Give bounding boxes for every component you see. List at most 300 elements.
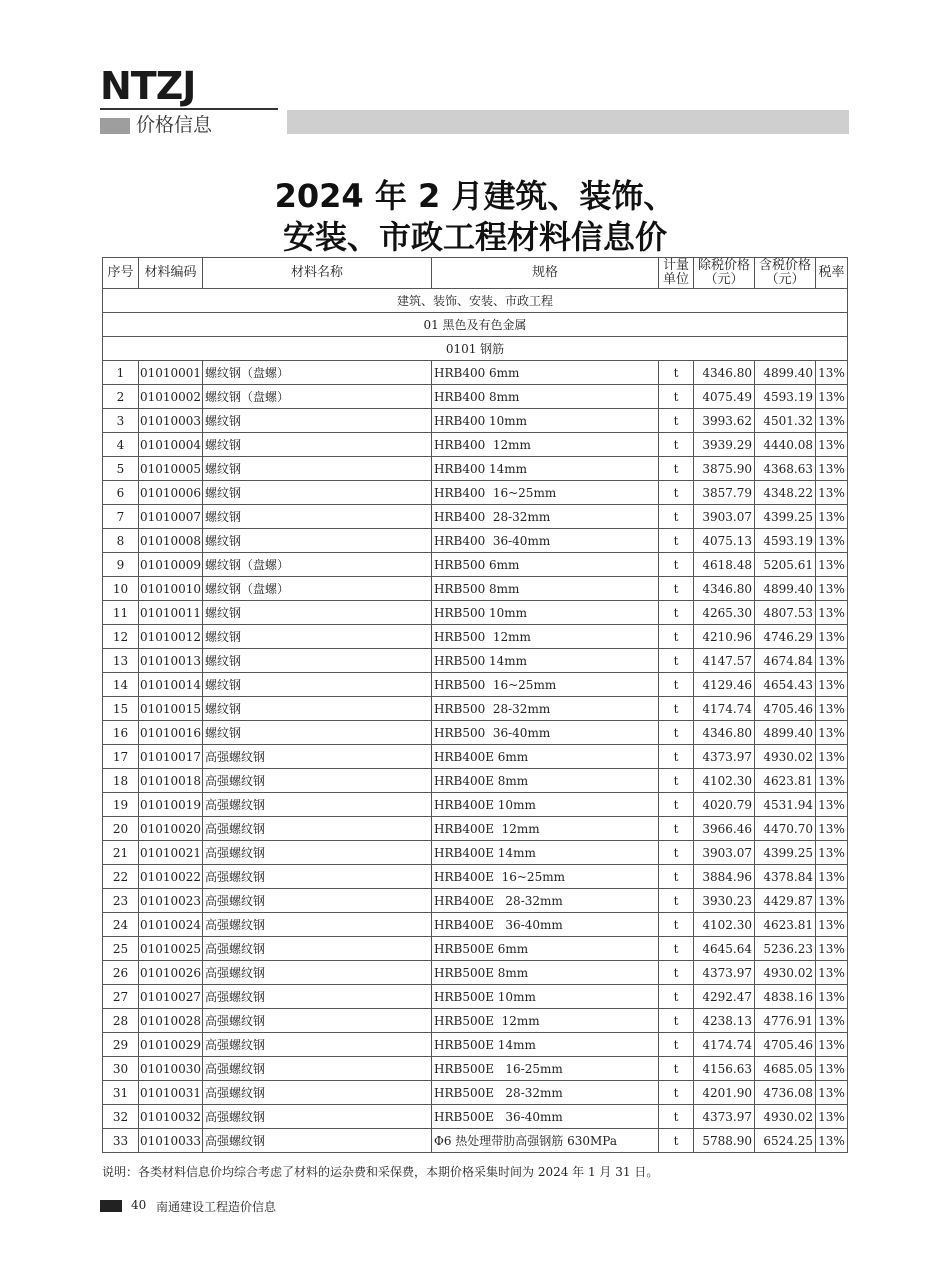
tax-rate: 13% bbox=[816, 721, 848, 745]
price-inc-tax: 4470.70 bbox=[755, 817, 816, 841]
price-inc-tax: 4378.84 bbox=[755, 865, 816, 889]
material-name: 高强螺纹钢 bbox=[203, 865, 432, 889]
specification: HRB500 16~25mm bbox=[432, 673, 659, 697]
category-label: 价格信息 bbox=[136, 114, 213, 136]
material-code: 01010019 bbox=[139, 793, 203, 817]
price-ex-tax: 4346.80 bbox=[694, 721, 755, 745]
table-row bbox=[103, 1129, 848, 1153]
col-header-price-inc-tax: 含税价格（元） bbox=[755, 258, 816, 289]
material-name: 螺纹钢 bbox=[203, 601, 432, 625]
table-row bbox=[103, 649, 848, 673]
section-row bbox=[103, 289, 848, 313]
unit: t bbox=[659, 1081, 694, 1105]
material-name: 高强螺纹钢 bbox=[203, 793, 432, 817]
material-code: 01010013 bbox=[139, 649, 203, 673]
material-name: 螺纹钢 bbox=[203, 697, 432, 721]
col-header-unit: 计量单位 bbox=[659, 258, 694, 289]
table-row bbox=[103, 937, 848, 961]
material-name: 螺纹钢（盘螺） bbox=[203, 385, 432, 409]
table-row bbox=[103, 409, 848, 433]
material-code: 01010007 bbox=[139, 505, 203, 529]
tax-rate: 13% bbox=[816, 1033, 848, 1057]
price-ex-tax: 4102.30 bbox=[694, 769, 755, 793]
tax-rate: 13% bbox=[816, 673, 848, 697]
table-row bbox=[103, 817, 848, 841]
price-inc-tax: 4654.43 bbox=[755, 673, 816, 697]
row-number: 27 bbox=[103, 985, 139, 1009]
material-code: 01010031 bbox=[139, 1081, 203, 1105]
material-code: 01010032 bbox=[139, 1105, 203, 1129]
tax-rate: 13% bbox=[816, 745, 848, 769]
price-inc-tax: 4746.29 bbox=[755, 625, 816, 649]
col-header-tax-rate: 税率 bbox=[816, 258, 848, 289]
price-ex-tax: 4020.79 bbox=[694, 793, 755, 817]
table-row bbox=[103, 673, 848, 697]
tax-rate: 13% bbox=[816, 457, 848, 481]
tax-rate: 13% bbox=[816, 889, 848, 913]
material-name: 螺纹钢 bbox=[203, 481, 432, 505]
category-marker bbox=[100, 118, 130, 134]
row-number: 18 bbox=[103, 769, 139, 793]
tax-rate: 13% bbox=[816, 361, 848, 385]
unit: t bbox=[659, 433, 694, 457]
material-name: 螺纹钢 bbox=[203, 505, 432, 529]
material-code: 01010010 bbox=[139, 577, 203, 601]
price-inc-tax: 4531.94 bbox=[755, 793, 816, 817]
price-ex-tax: 4346.80 bbox=[694, 361, 755, 385]
header-rule bbox=[100, 108, 278, 110]
tax-rate: 13% bbox=[816, 409, 848, 433]
row-number: 32 bbox=[103, 1105, 139, 1129]
price-ex-tax: 4292.47 bbox=[694, 985, 755, 1009]
price-ex-tax: 4210.96 bbox=[694, 625, 755, 649]
unit: t bbox=[659, 961, 694, 985]
tax-rate: 13% bbox=[816, 601, 848, 625]
specification: Φ6 热处理带肋高强钢筋 630MPa bbox=[432, 1129, 659, 1153]
material-name: 高强螺纹钢 bbox=[203, 961, 432, 985]
table-header-row bbox=[103, 258, 848, 289]
specification: HRB500E 6mm bbox=[432, 937, 659, 961]
material-code: 01010018 bbox=[139, 769, 203, 793]
price-ex-tax: 4102.30 bbox=[694, 913, 755, 937]
material-code: 01010014 bbox=[139, 673, 203, 697]
material-name: 高强螺纹钢 bbox=[203, 769, 432, 793]
table-row bbox=[103, 865, 848, 889]
material-code: 01010011 bbox=[139, 601, 203, 625]
unit: t bbox=[659, 553, 694, 577]
material-code: 01010024 bbox=[139, 913, 203, 937]
price-inc-tax: 4838.16 bbox=[755, 985, 816, 1009]
specification: HRB400E 14mm bbox=[432, 841, 659, 865]
unit: t bbox=[659, 721, 694, 745]
price-inc-tax: 4429.87 bbox=[755, 889, 816, 913]
material-name: 高强螺纹钢 bbox=[203, 985, 432, 1009]
unit: t bbox=[659, 985, 694, 1009]
price-inc-tax: 4501.32 bbox=[755, 409, 816, 433]
unit: t bbox=[659, 361, 694, 385]
unit: t bbox=[659, 385, 694, 409]
price-ex-tax: 4373.97 bbox=[694, 961, 755, 985]
page-title-line1: 2024 年 2 月建筑、装饰、 bbox=[274, 177, 676, 215]
table-row bbox=[103, 985, 848, 1009]
unit: t bbox=[659, 601, 694, 625]
tax-rate: 13% bbox=[816, 577, 848, 601]
table-row bbox=[103, 457, 848, 481]
specification: HRB400E 8mm bbox=[432, 769, 659, 793]
price-inc-tax: 4930.02 bbox=[755, 1105, 816, 1129]
table-row bbox=[103, 505, 848, 529]
table-row bbox=[103, 721, 848, 745]
row-number: 28 bbox=[103, 1009, 139, 1033]
material-code: 01010022 bbox=[139, 865, 203, 889]
table-row bbox=[103, 433, 848, 457]
price-inc-tax: 4623.81 bbox=[755, 769, 816, 793]
tax-rate: 13% bbox=[816, 1057, 848, 1081]
col-header-no: 序号 bbox=[103, 258, 139, 289]
price-inc-tax: 4776.91 bbox=[755, 1009, 816, 1033]
price-inc-tax: 4440.08 bbox=[755, 433, 816, 457]
section-label: 0101 钢筋 bbox=[103, 337, 848, 361]
row-number: 20 bbox=[103, 817, 139, 841]
col-header-name: 材料名称 bbox=[203, 258, 432, 289]
table-row bbox=[103, 361, 848, 385]
unit: t bbox=[659, 529, 694, 553]
table-row bbox=[103, 1081, 848, 1105]
specification: HRB500E 16-25mm bbox=[432, 1057, 659, 1081]
price-inc-tax: 4348.22 bbox=[755, 481, 816, 505]
price-ex-tax: 4238.13 bbox=[694, 1009, 755, 1033]
page-number: 40 bbox=[131, 1198, 147, 1212]
row-number: 13 bbox=[103, 649, 139, 673]
table-row bbox=[103, 961, 848, 985]
tax-rate: 13% bbox=[816, 1129, 848, 1153]
price-inc-tax: 4593.19 bbox=[755, 385, 816, 409]
price-ex-tax: 3903.07 bbox=[694, 505, 755, 529]
material-code: 01010002 bbox=[139, 385, 203, 409]
tax-rate: 13% bbox=[816, 961, 848, 985]
material-code: 01010017 bbox=[139, 745, 203, 769]
material-code: 01010033 bbox=[139, 1129, 203, 1153]
row-number: 16 bbox=[103, 721, 139, 745]
table-row bbox=[103, 601, 848, 625]
unit: t bbox=[659, 769, 694, 793]
table-row bbox=[103, 793, 848, 817]
row-number: 2 bbox=[103, 385, 139, 409]
row-number: 24 bbox=[103, 913, 139, 937]
material-code: 01010020 bbox=[139, 817, 203, 841]
tax-rate: 13% bbox=[816, 385, 848, 409]
price-ex-tax: 3875.90 bbox=[694, 457, 755, 481]
row-number: 17 bbox=[103, 745, 139, 769]
price-inc-tax: 5236.23 bbox=[755, 937, 816, 961]
row-number: 19 bbox=[103, 793, 139, 817]
specification: HRB400E 12mm bbox=[432, 817, 659, 841]
row-number: 31 bbox=[103, 1081, 139, 1105]
tax-rate: 13% bbox=[816, 1081, 848, 1105]
price-inc-tax: 4899.40 bbox=[755, 361, 816, 385]
unit: t bbox=[659, 457, 694, 481]
material-code: 01010003 bbox=[139, 409, 203, 433]
specification: HRB400E 10mm bbox=[432, 793, 659, 817]
publication-name: 南通建设工程造价信息 bbox=[156, 1200, 277, 1214]
price-ex-tax: 4075.13 bbox=[694, 529, 755, 553]
section-row bbox=[103, 337, 848, 361]
material-name: 高强螺纹钢 bbox=[203, 745, 432, 769]
logo: NTZJ bbox=[100, 64, 196, 108]
material-code: 01010004 bbox=[139, 433, 203, 457]
unit: t bbox=[659, 1105, 694, 1129]
row-number: 29 bbox=[103, 1033, 139, 1057]
table-row bbox=[103, 1033, 848, 1057]
price-ex-tax: 4373.97 bbox=[694, 1105, 755, 1129]
price-inc-tax: 4930.02 bbox=[755, 961, 816, 985]
unit: t bbox=[659, 1057, 694, 1081]
section-label: 建筑、装饰、安装、市政工程 bbox=[103, 289, 848, 313]
col-header-price-ex-tax: 除税价格（元） bbox=[694, 258, 755, 289]
material-name: 螺纹钢（盘螺） bbox=[203, 553, 432, 577]
material-code: 01010015 bbox=[139, 697, 203, 721]
price-table bbox=[102, 257, 848, 1153]
specification: HRB500E 12mm bbox=[432, 1009, 659, 1033]
price-ex-tax: 4156.63 bbox=[694, 1057, 755, 1081]
material-code: 01010027 bbox=[139, 985, 203, 1009]
material-name: 高强螺纹钢 bbox=[203, 1129, 432, 1153]
unit: t bbox=[659, 817, 694, 841]
price-ex-tax: 4075.49 bbox=[694, 385, 755, 409]
price-ex-tax: 4174.74 bbox=[694, 697, 755, 721]
price-ex-tax: 4201.90 bbox=[694, 1081, 755, 1105]
unit: t bbox=[659, 841, 694, 865]
tax-rate: 13% bbox=[816, 625, 848, 649]
material-name: 螺纹钢（盘螺） bbox=[203, 361, 432, 385]
price-ex-tax: 4346.80 bbox=[694, 577, 755, 601]
price-inc-tax: 4593.19 bbox=[755, 529, 816, 553]
specification: HRB500 8mm bbox=[432, 577, 659, 601]
material-code: 01010025 bbox=[139, 937, 203, 961]
material-code: 01010008 bbox=[139, 529, 203, 553]
table-note: 说明：各类材料信息价均综合考虑了材料的运杂费和采保费，本期价格采集时间为 2024 年 1 月 31 日。 bbox=[102, 1165, 659, 1179]
price-inc-tax: 4807.53 bbox=[755, 601, 816, 625]
row-number: 26 bbox=[103, 961, 139, 985]
price-inc-tax: 4368.63 bbox=[755, 457, 816, 481]
price-ex-tax: 3903.07 bbox=[694, 841, 755, 865]
specification: HRB400E 36-40mm bbox=[432, 913, 659, 937]
tax-rate: 13% bbox=[816, 865, 848, 889]
material-name: 螺纹钢 bbox=[203, 409, 432, 433]
footer-marker bbox=[100, 1200, 122, 1212]
material-name: 高强螺纹钢 bbox=[203, 817, 432, 841]
specification: HRB500E 28-32mm bbox=[432, 1081, 659, 1105]
tax-rate: 13% bbox=[816, 913, 848, 937]
price-inc-tax: 4705.46 bbox=[755, 697, 816, 721]
material-name: 螺纹钢（盘螺） bbox=[203, 577, 432, 601]
material-code: 01010023 bbox=[139, 889, 203, 913]
row-number: 12 bbox=[103, 625, 139, 649]
specification: HRB400 8mm bbox=[432, 385, 659, 409]
material-code: 01010006 bbox=[139, 481, 203, 505]
table-row bbox=[103, 769, 848, 793]
price-inc-tax: 4899.40 bbox=[755, 577, 816, 601]
specification: HRB500 10mm bbox=[432, 601, 659, 625]
row-number: 8 bbox=[103, 529, 139, 553]
tax-rate: 13% bbox=[816, 553, 848, 577]
material-code: 01010012 bbox=[139, 625, 203, 649]
price-ex-tax: 3993.62 bbox=[694, 409, 755, 433]
row-number: 15 bbox=[103, 697, 139, 721]
price-ex-tax: 3966.46 bbox=[694, 817, 755, 841]
material-name: 高强螺纹钢 bbox=[203, 1057, 432, 1081]
tax-rate: 13% bbox=[816, 985, 848, 1009]
row-number: 25 bbox=[103, 937, 139, 961]
unit: t bbox=[659, 1129, 694, 1153]
unit: t bbox=[659, 889, 694, 913]
row-number: 23 bbox=[103, 889, 139, 913]
material-name: 高强螺纹钢 bbox=[203, 1081, 432, 1105]
specification: HRB400 14mm bbox=[432, 457, 659, 481]
row-number: 14 bbox=[103, 673, 139, 697]
row-number: 4 bbox=[103, 433, 139, 457]
material-name: 高强螺纹钢 bbox=[203, 1105, 432, 1129]
price-ex-tax: 4373.97 bbox=[694, 745, 755, 769]
price-ex-tax: 3939.29 bbox=[694, 433, 755, 457]
unit: t bbox=[659, 697, 694, 721]
row-number: 11 bbox=[103, 601, 139, 625]
price-ex-tax: 4147.57 bbox=[694, 649, 755, 673]
material-name: 高强螺纹钢 bbox=[203, 889, 432, 913]
unit: t bbox=[659, 1009, 694, 1033]
tax-rate: 13% bbox=[816, 769, 848, 793]
table-row bbox=[103, 625, 848, 649]
specification: HRB500 14mm bbox=[432, 649, 659, 673]
specification: HRB500 28-32mm bbox=[432, 697, 659, 721]
table-row bbox=[103, 913, 848, 937]
price-ex-tax: 4174.74 bbox=[694, 1033, 755, 1057]
row-number: 7 bbox=[103, 505, 139, 529]
price-inc-tax: 4685.05 bbox=[755, 1057, 816, 1081]
material-name: 螺纹钢 bbox=[203, 457, 432, 481]
tax-rate: 13% bbox=[816, 529, 848, 553]
table-row bbox=[103, 745, 848, 769]
specification: HRB400E 6mm bbox=[432, 745, 659, 769]
price-ex-tax: 4129.46 bbox=[694, 673, 755, 697]
page-title-line2: 安装、市政工程材料信息价 bbox=[282, 218, 667, 256]
col-header-code: 材料编码 bbox=[139, 258, 203, 289]
unit: t bbox=[659, 1033, 694, 1057]
material-code: 01010005 bbox=[139, 457, 203, 481]
material-name: 螺纹钢 bbox=[203, 649, 432, 673]
unit: t bbox=[659, 913, 694, 937]
price-inc-tax: 5205.61 bbox=[755, 553, 816, 577]
price-inc-tax: 4623.81 bbox=[755, 913, 816, 937]
row-number: 3 bbox=[103, 409, 139, 433]
unit: t bbox=[659, 505, 694, 529]
header-band bbox=[287, 110, 849, 134]
unit: t bbox=[659, 481, 694, 505]
row-number: 21 bbox=[103, 841, 139, 865]
material-code: 01010021 bbox=[139, 841, 203, 865]
price-inc-tax: 4399.25 bbox=[755, 841, 816, 865]
row-number: 30 bbox=[103, 1057, 139, 1081]
table-row bbox=[103, 481, 848, 505]
unit: t bbox=[659, 865, 694, 889]
unit: t bbox=[659, 937, 694, 961]
specification: HRB500E 10mm bbox=[432, 985, 659, 1009]
tax-rate: 13% bbox=[816, 433, 848, 457]
material-name: 高强螺纹钢 bbox=[203, 841, 432, 865]
section-row bbox=[103, 313, 848, 337]
material-name: 高强螺纹钢 bbox=[203, 1009, 432, 1033]
material-name: 螺纹钢 bbox=[203, 529, 432, 553]
unit: t bbox=[659, 673, 694, 697]
specification: HRB400 12mm bbox=[432, 433, 659, 457]
material-code: 01010001 bbox=[139, 361, 203, 385]
material-name: 高强螺纹钢 bbox=[203, 1033, 432, 1057]
price-inc-tax: 4705.46 bbox=[755, 1033, 816, 1057]
specification: HRB500 36-40mm bbox=[432, 721, 659, 745]
tax-rate: 13% bbox=[816, 817, 848, 841]
unit: t bbox=[659, 649, 694, 673]
material-code: 01010016 bbox=[139, 721, 203, 745]
table-row bbox=[103, 577, 848, 601]
material-name: 螺纹钢 bbox=[203, 625, 432, 649]
material-code: 01010028 bbox=[139, 1009, 203, 1033]
price-ex-tax: 3884.96 bbox=[694, 865, 755, 889]
specification: HRB400 28-32mm bbox=[432, 505, 659, 529]
specification: HRB400E 28-32mm bbox=[432, 889, 659, 913]
specification: HRB500 6mm bbox=[432, 553, 659, 577]
unit: t bbox=[659, 793, 694, 817]
col-header-spec: 规格 bbox=[432, 258, 659, 289]
table-row bbox=[103, 529, 848, 553]
table-row bbox=[103, 1057, 848, 1081]
tax-rate: 13% bbox=[816, 937, 848, 961]
section-label: 01 黑色及有色金属 bbox=[103, 313, 848, 337]
material-name: 螺纹钢 bbox=[203, 433, 432, 457]
price-inc-tax: 4930.02 bbox=[755, 745, 816, 769]
specification: HRB500E 8mm bbox=[432, 961, 659, 985]
specification: HRB400 16~25mm bbox=[432, 481, 659, 505]
price-inc-tax: 4899.40 bbox=[755, 721, 816, 745]
material-name: 高强螺纹钢 bbox=[203, 937, 432, 961]
specification: HRB400 36-40mm bbox=[432, 529, 659, 553]
specification: HRB500E 36-40mm bbox=[432, 1105, 659, 1129]
tax-rate: 13% bbox=[816, 1009, 848, 1033]
tax-rate: 13% bbox=[816, 793, 848, 817]
material-name: 螺纹钢 bbox=[203, 673, 432, 697]
table-row bbox=[103, 1009, 848, 1033]
row-number: 1 bbox=[103, 361, 139, 385]
tax-rate: 13% bbox=[816, 1105, 848, 1129]
price-ex-tax: 3930.23 bbox=[694, 889, 755, 913]
row-number: 6 bbox=[103, 481, 139, 505]
specification: HRB400 6mm bbox=[432, 361, 659, 385]
tax-rate: 13% bbox=[816, 481, 848, 505]
table-row bbox=[103, 553, 848, 577]
tax-rate: 13% bbox=[816, 505, 848, 529]
material-code: 01010009 bbox=[139, 553, 203, 577]
row-number: 5 bbox=[103, 457, 139, 481]
material-code: 01010030 bbox=[139, 1057, 203, 1081]
price-ex-tax: 4265.30 bbox=[694, 601, 755, 625]
price-ex-tax: 3857.79 bbox=[694, 481, 755, 505]
row-number: 33 bbox=[103, 1129, 139, 1153]
specification: HRB500 12mm bbox=[432, 625, 659, 649]
specification: HRB400 10mm bbox=[432, 409, 659, 433]
tax-rate: 13% bbox=[816, 841, 848, 865]
table-row bbox=[103, 1105, 848, 1129]
price-ex-tax: 5788.90 bbox=[694, 1129, 755, 1153]
price-inc-tax: 4399.25 bbox=[755, 505, 816, 529]
